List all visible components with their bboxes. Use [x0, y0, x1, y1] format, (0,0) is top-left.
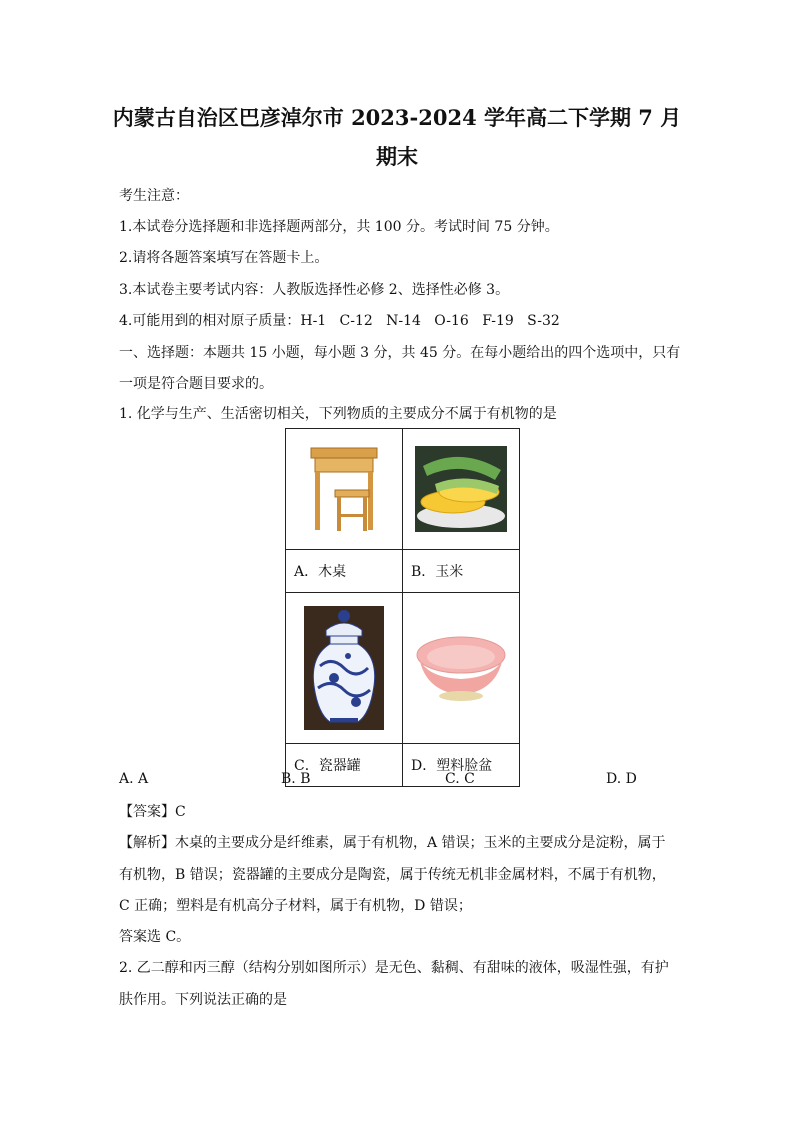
notice-item-4: 4.可能用到的相对原子质量：H-1 C-12 N-14 O-16 F-19 S-32	[119, 313, 560, 329]
option-c-label: C．瓷器罐	[286, 744, 403, 787]
wooden-desk-icon	[309, 446, 379, 532]
question-2-stem-continued: 肤作用。下列说法正确的是	[119, 992, 287, 1008]
question-1-analysis-line-2: 有机物，B 错误；瓷器罐的主要成分是陶瓷，属于传统无机非金属材料，不属于有机物，	[119, 867, 666, 883]
question-1-analysis-line-1: 【解析】木桌的主要成分是纤维素，属于有机物，A 错误；玉米的主要成分是淀粉，属于	[119, 835, 666, 851]
question-1-conclusion: 答案选 C。	[119, 929, 191, 945]
option-c-image-cell	[286, 593, 403, 744]
notice-item-1: 1.本试卷分选择题和非选择题两部分，共 100 分。考试时间 75 分钟。	[119, 219, 559, 235]
choice-d: D. D	[606, 771, 637, 787]
choice-c: C. C	[445, 771, 475, 787]
question-1-answer: 【答案】C	[119, 804, 186, 820]
question-1-analysis-line-3: C 正确；塑料是有机高分子材料，属于有机物，D 错误；	[119, 898, 472, 914]
question-1-options-table	[285, 428, 520, 787]
section-instruction: 一、选择题：本题共 15 小题，每小题 3 分，共 45 分。在每小题给出的四个选项中，只有	[119, 345, 681, 361]
option-d-label: D．塑料脸盆	[403, 744, 520, 787]
option-a-image-cell	[286, 429, 403, 550]
porcelain-jar-icon	[304, 606, 384, 730]
question-2-stem: 2. 乙二醇和丙三醇（结构分别如图所示）是无色、黏稠、有甜味的液体，吸湿性强，有护	[119, 960, 669, 976]
choice-b: B. B	[281, 771, 311, 787]
option-d-image-cell	[403, 593, 520, 744]
exam-title-continued: 期末	[376, 144, 418, 169]
question-1-stem: 1. 化学与生产、生活密切相关，下列物质的主要成分不属于有机物的是	[119, 406, 557, 422]
option-a-label: A．木桌	[286, 550, 403, 593]
section-instruction-continued: 一项是符合题目要求的。	[119, 376, 273, 392]
question-1-choices	[119, 771, 679, 791]
plastic-basin-icon	[415, 633, 507, 703]
notice-item-3: 3.本试卷主要考试内容：人教版选择性必修 2、选择性必修 3。	[119, 282, 510, 298]
corn-icon	[415, 446, 507, 532]
notice-heading: 考生注意：	[119, 188, 189, 204]
option-b-label: B．玉米	[403, 550, 520, 593]
notice-item-2: 2.请将各题答案填写在答题卡上。	[119, 250, 329, 266]
choice-a: A. A	[119, 771, 149, 787]
exam-title: 内蒙古自治区巴彦淖尔市 2023-2024 学年高二下学期 7 月	[112, 105, 682, 130]
option-b-image-cell	[403, 429, 520, 550]
